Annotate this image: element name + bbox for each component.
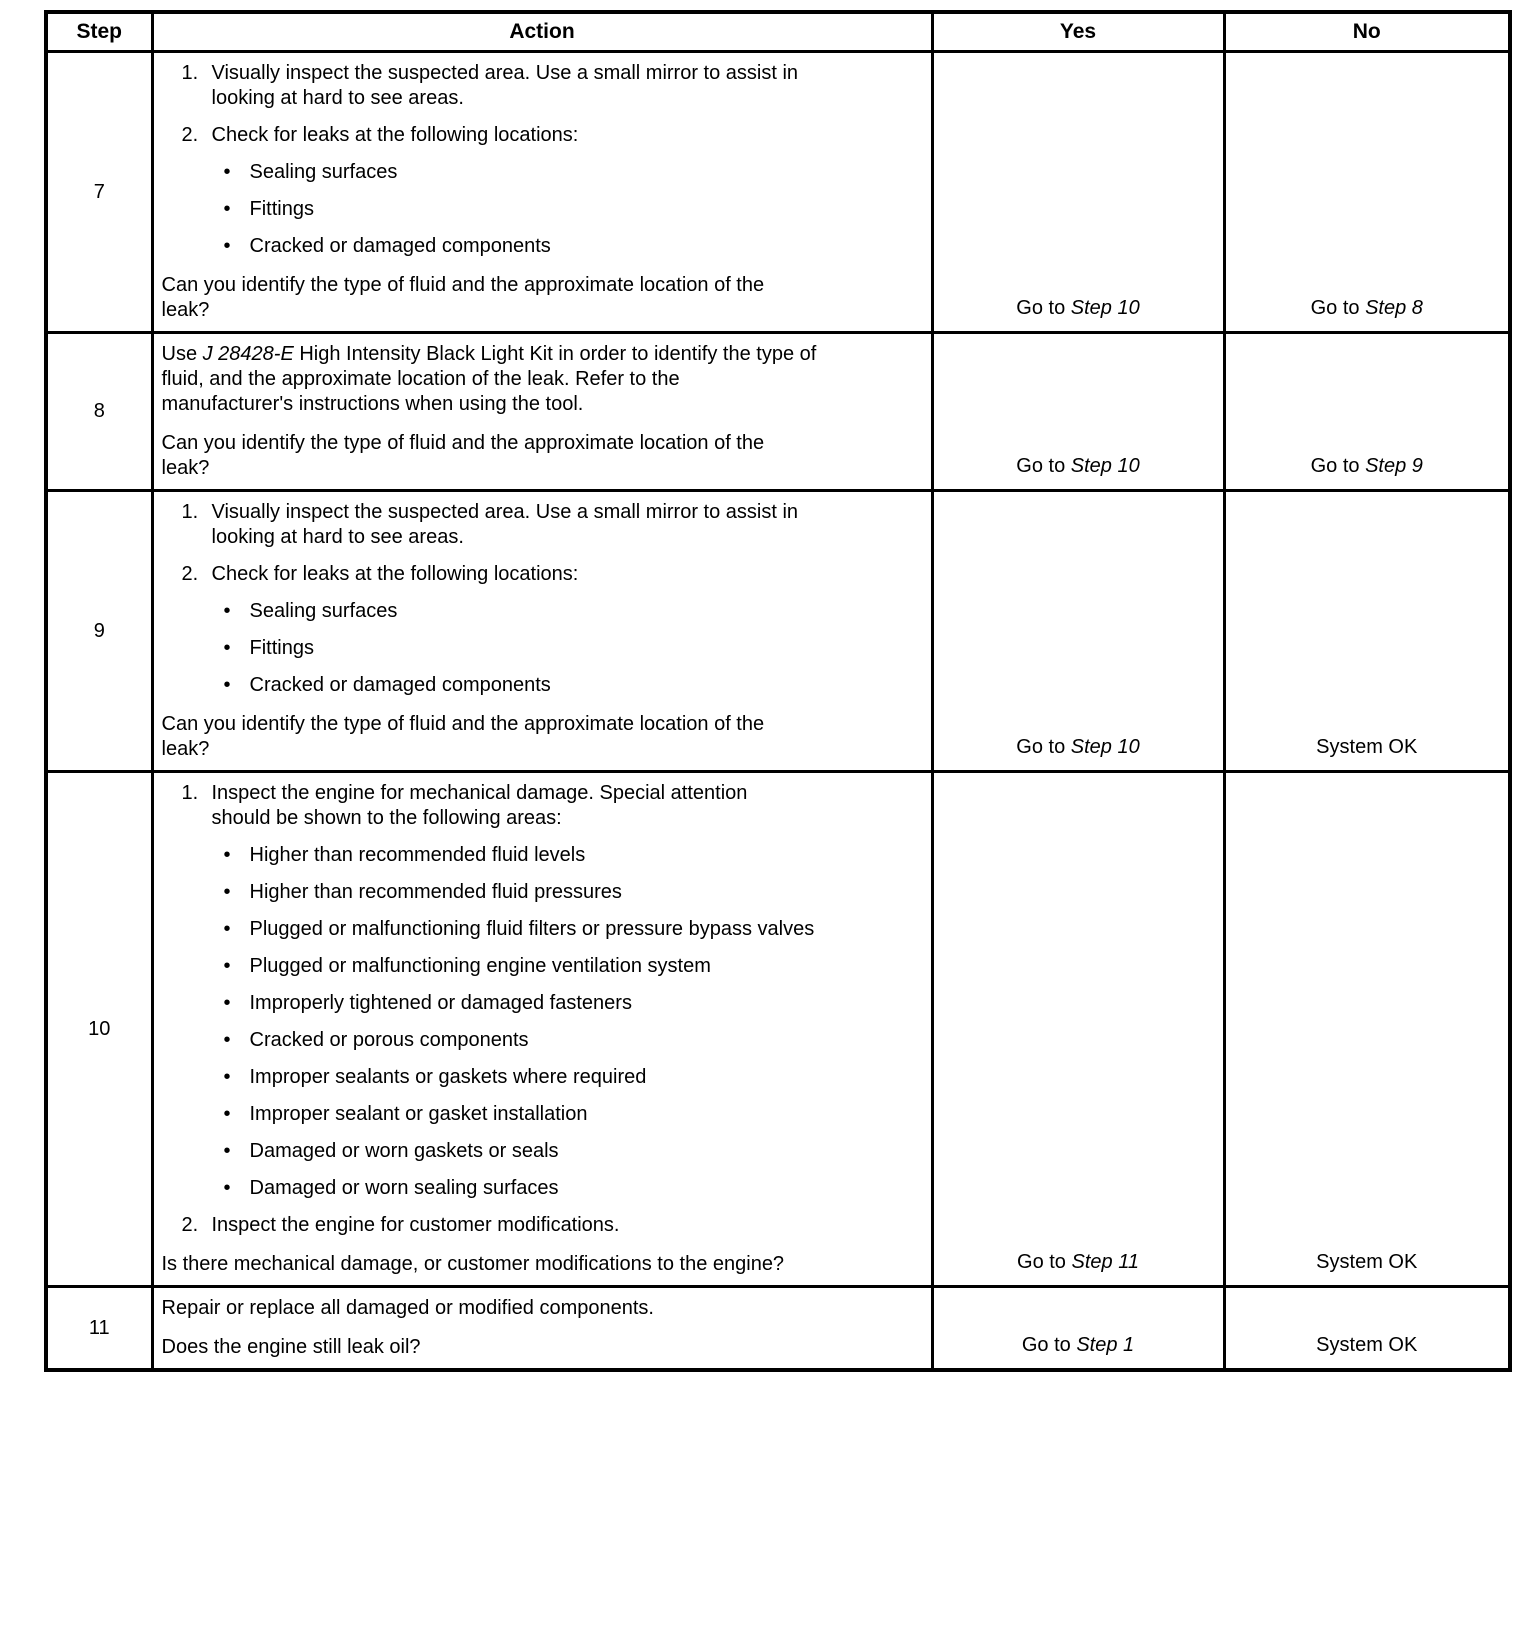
text-segment: Improper sealants or gaskets where required [249,1066,647,1088]
list-number: 2. [181,563,199,585]
text-segment: Higher than recommended fluid pressures [249,881,622,903]
bullet-icon: • [223,674,231,696]
text-segment: High Intensity Black Light Kit in order to identify the type of fluid, and the approximate location of the leak. Refer to the manufacturer's instructions when using the tool. [161,343,817,415]
step-number: 7 [46,52,152,333]
no-cell [1224,333,1510,491]
question-text [162,1335,921,1360]
header-action: Action [152,12,932,52]
text-segment: Cracked or damaged components [249,235,551,257]
step-row-8 [46,333,1510,491]
list-number: 1. [181,62,199,84]
text-segment: Damaged or worn sealing surfaces [249,1177,559,1199]
text [162,431,817,481]
step-row-10 [46,772,1510,1287]
italic-text: J 28428-E [202,343,294,365]
text [250,954,711,979]
text [250,1139,559,1164]
no-cell [1224,1287,1510,1371]
diagnostic-steps-table [44,10,1512,1372]
bullet-item [224,1028,921,1053]
yes-cell [932,333,1224,491]
bullet-icon: • [223,1140,231,1162]
action-cell [152,1287,932,1371]
italic-text: Step 1 [1076,1334,1135,1356]
text-segment: Sealing surfaces [249,161,398,183]
text [212,123,579,148]
yes-answer [1016,736,1139,758]
text [212,781,812,831]
bullet-item [224,954,921,979]
bullet-icon: • [223,918,231,940]
bullet-icon: • [223,1103,231,1125]
bullet-icon: • [223,992,231,1014]
bullet-icon: • [223,1066,231,1088]
bullet-icon: • [223,600,231,622]
text [250,880,622,905]
italic-text: Step 9 [1365,455,1423,477]
text-segment: Can you identify the type of fluid and the approximate location of the leak? [161,274,765,321]
bullet-item [224,1176,921,1201]
bullet-item [224,991,921,1016]
list-number: 1. [181,782,199,804]
yes-answer [1016,455,1139,477]
bullet-item [224,673,921,698]
bullet-item [224,843,921,868]
yes-cell [932,491,1224,772]
italic-text: Step 10 [1070,297,1140,319]
text-segment: Damaged or worn gaskets or seals [249,1140,559,1162]
numbered-item [182,781,921,831]
bullet-icon: • [223,198,231,220]
text [212,500,812,550]
text-segment: Check for leaks at the following locations: [211,124,579,146]
question-text [162,712,921,762]
step-row-11 [46,1287,1510,1371]
action-paragraph [162,1296,921,1321]
no-answer [1311,455,1423,477]
text-segment: System OK [1316,736,1418,758]
italic-text: Step 11 [1071,1251,1139,1273]
list-number: 2. [181,124,199,146]
text-segment: Improper sealant or gasket installation [249,1103,588,1125]
text-segment: System OK [1316,1334,1418,1356]
numbered-item [182,123,921,148]
bullet-item [224,197,921,222]
question-text [162,1252,921,1277]
bullet-icon: • [223,161,231,183]
action-cell [152,333,932,491]
no-cell [1224,491,1510,772]
yes-answer [1022,1334,1134,1356]
text [162,1335,421,1360]
bullet-item [224,636,921,661]
action-cell [152,52,932,333]
header-no: No [1224,12,1510,52]
text-segment: Fittings [249,637,314,659]
no-cell [1224,52,1510,333]
text-segment: Sealing surfaces [249,600,398,622]
no-answer [1316,1251,1417,1273]
text [162,1296,655,1321]
text-segment: Go to [1017,1251,1072,1273]
step-number: 11 [46,1287,152,1371]
text-segment: Go to [1016,455,1071,477]
numbered-item [182,500,921,550]
text-segment: Inspect the engine for customer modifications. [211,1214,620,1236]
bullet-icon: • [223,637,231,659]
text [250,991,632,1016]
numbered-item [182,1213,921,1238]
yes-answer [1016,297,1139,319]
text-segment: Go to [1310,297,1366,319]
bullet-item [224,599,921,624]
numbered-item [182,562,921,587]
no-answer [1316,736,1417,758]
text-segment: Visually inspect the suspected area. Use a small mirror to assist in looking at hard to see areas. [211,62,799,109]
question-text [162,431,921,481]
bullet-item [224,234,921,259]
text [250,673,551,698]
text-segment: Does the engine still leak oil? [161,1336,421,1358]
text [162,712,817,762]
action-paragraph [162,342,921,417]
bullet-icon: • [223,955,231,977]
bullet-icon: • [223,881,231,903]
step-row-9 [46,491,1510,772]
text-segment: Plugged or malfunctioning fluid filters or pressure bypass valves [249,918,815,940]
text-segment: Go to [1021,1334,1077,1356]
text-segment: Cracked or porous components [249,1029,529,1051]
question-text [162,273,921,323]
text-segment: Plugged or malfunctioning engine ventilation system [249,955,711,977]
bullet-item [224,880,921,905]
text [250,197,314,222]
text-segment: Visually inspect the suspected area. Use a small mirror to assist in looking at hard to see areas. [211,501,799,548]
text-segment: Improperly tightened or damaged fasteners [249,992,632,1014]
text-segment: Is there mechanical damage, or customer modifications to the engine? [161,1253,785,1275]
step-number: 9 [46,491,152,772]
text-segment: Go to [1016,736,1071,758]
list-number: 2. [181,1214,199,1236]
text-segment: Inspect the engine for mechanical damage. Special attention should be shown to the following areas: [211,782,748,829]
text [250,917,815,942]
text-segment: Cracked or damaged components [249,674,551,696]
text [162,1252,785,1277]
text [250,1028,529,1053]
text-segment: Higher than recommended fluid levels [249,844,586,866]
text-segment: Go to [1016,297,1071,319]
list-number: 1. [181,501,199,523]
text-segment: Fittings [249,198,314,220]
text [250,1065,647,1090]
bullet-item [224,160,921,185]
text [250,160,398,185]
italic-text: Step 8 [1365,297,1423,319]
header-row [46,12,1510,52]
italic-text: Step 10 [1070,736,1140,758]
action-cell [152,772,932,1287]
text [250,1176,559,1201]
bullet-icon: • [223,844,231,866]
bullet-item [224,1139,921,1164]
text-segment: System OK [1316,1251,1418,1273]
no-cell [1224,772,1510,1287]
text-segment: Can you identify the type of fluid and the approximate location of the leak? [161,432,765,479]
text-segment: Can you identify the type of fluid and the approximate location of the leak? [161,713,765,760]
text [250,636,314,661]
italic-text: Step 10 [1070,455,1140,477]
text [250,599,398,624]
text [212,1213,620,1238]
yes-answer [1017,1251,1139,1273]
step-number: 8 [46,333,152,491]
text [250,234,551,259]
text-segment: Repair or replace all damaged or modified components. [161,1297,654,1319]
yes-cell [932,772,1224,1287]
step-number: 10 [46,772,152,1287]
text [212,562,579,587]
text [162,342,817,417]
bullet-icon: • [223,1029,231,1051]
header-yes: Yes [932,12,1224,52]
yes-cell [932,52,1224,333]
bullet-icon: • [223,235,231,257]
action-cell [152,491,932,772]
text [250,843,586,868]
text-segment: Check for leaks at the following locations: [211,563,579,585]
no-answer [1311,297,1423,319]
bullet-item [224,917,921,942]
yes-cell [932,1287,1224,1371]
step-row-7 [46,52,1510,333]
text-segment: Use [161,343,203,365]
text [250,1102,588,1127]
text [212,61,812,111]
text [162,273,817,323]
numbered-item [182,61,921,111]
bullet-icon: • [223,1177,231,1199]
text-segment: Go to [1310,455,1366,477]
bullet-item [224,1102,921,1127]
header-step: Step [46,12,152,52]
bullet-item [224,1065,921,1090]
no-answer [1316,1334,1417,1356]
